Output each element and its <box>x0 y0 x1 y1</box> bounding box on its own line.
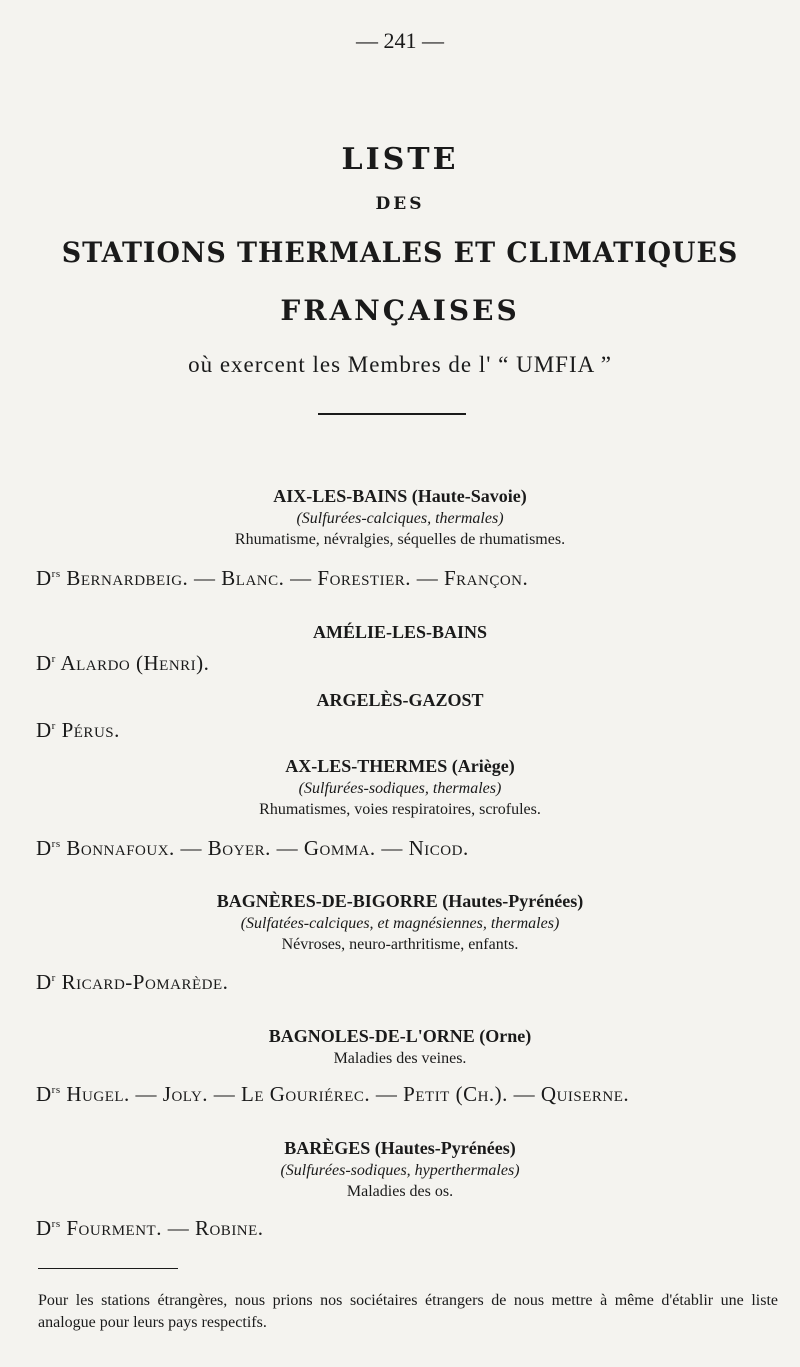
station-water-type: (Sulfurées-sodiques, hyperthermales) <box>280 1162 520 1179</box>
title-divider <box>318 413 466 415</box>
station-water-type: (Sulfurées-calciques, thermales) <box>296 510 504 527</box>
doctor-prefix: $D^{rs}$ <box>36 836 61 860</box>
doctor-names: Hugel. — Joly. — Le Gouriérec. — Petit (Ch.). — Quiserne. <box>66 1082 630 1106</box>
station-indications: Rhumatismes, voies respiratoires, scrofules. <box>259 801 541 818</box>
station-bareges <box>0 1136 800 1202</box>
doctor-names: Fourment. — Robine. <box>66 1216 264 1240</box>
doctor-prefix: $D^r$ <box>36 970 56 994</box>
station-indications: Maladies des veines. <box>333 1050 467 1067</box>
station-name: AIX-LES-BAINS <box>273 486 408 506</box>
station-heading <box>0 688 800 712</box>
doctor-list <box>36 1216 780 1241</box>
station-heading <box>0 1024 800 1048</box>
doctor-names: Pérus. <box>61 718 120 742</box>
subtitle: où exercent les Membres de l' “ UMFIA ” <box>188 352 612 377</box>
station-indications: Maladies des os. <box>346 1183 454 1200</box>
station-name: AMÉLIE-LES-BAINS <box>312 622 488 642</box>
doctor-names: Bonnafoux. — Boyer. — Gomma. — Nicod. <box>66 836 469 860</box>
doctor-list <box>36 718 780 743</box>
station-bagnoles-de-lorne <box>0 1024 800 1069</box>
station-heading <box>0 889 800 913</box>
station-heading <box>0 1136 800 1160</box>
doctor-list <box>36 836 780 861</box>
doctor-list <box>36 651 780 676</box>
doctor-names: Ricard-Pomarède. <box>61 970 229 994</box>
station-argeles-gazost <box>0 688 800 712</box>
doctor-prefix: $D^{rs}$ <box>36 1082 61 1106</box>
station-region: (Ariège) <box>451 756 515 776</box>
station-bagneres-de-bigorre <box>0 889 800 955</box>
station-water-type: (Sulfurées-sodiques, thermales) <box>298 780 502 797</box>
station-name: BAGNÈRES-DE-BIGORRE <box>216 891 438 911</box>
station-amelie-les-bains <box>0 620 800 644</box>
station-region: (Haute-Savoie) <box>411 486 527 506</box>
doctor-list <box>36 970 780 995</box>
footnote: Pour les stations étrangères, nous prions nos sociétaires étrangers de nous mettre à même d'établir une liste analogue pour leurs pays respectifs. <box>38 1292 778 1331</box>
doctor-prefix: $D^r$ <box>36 718 56 742</box>
station-name: BAGNOLES-DE-L'ORNE <box>268 1026 475 1046</box>
footnote-divider <box>38 1268 178 1269</box>
doctor-names: Bernardbeig. — Blanc. — Forestier. — Françon. <box>66 566 529 590</box>
station-heading <box>0 754 800 778</box>
station-region: (Hautes-Pyrénées) <box>442 891 584 911</box>
station-region: (Hautes-Pyrénées) <box>374 1138 516 1158</box>
station-heading <box>0 484 800 508</box>
station-region: (Orne) <box>479 1026 532 1046</box>
station-heading <box>0 620 800 644</box>
doctor-prefix: $D^r$ <box>36 651 56 675</box>
station-name: ARGELÈS-GAZOST <box>316 690 484 710</box>
station-name: BARÈGES <box>284 1138 371 1158</box>
station-ax-les-thermes <box>0 754 800 820</box>
doctor-names: Alardo (Henri). <box>60 651 210 675</box>
doctor-prefix: $D^{rs}$ <box>36 566 61 590</box>
station-name: AX-LES-THERMES <box>285 756 448 776</box>
doctor-prefix: $D^{rs}$ <box>36 1216 61 1240</box>
station-indications: Névroses, neuro-arthritisme, enfants. <box>281 936 519 953</box>
doctor-list <box>36 1082 780 1107</box>
doctor-list <box>36 566 780 591</box>
station-aix-les-bains <box>0 484 800 550</box>
station-water-type: (Sulfatées-calciques, et magnésiennes, thermales) <box>240 915 560 932</box>
page-title: STATIONS THERMALES ET CLIMATIQUES <box>61 236 739 269</box>
page-number: — 241 — <box>356 28 444 53</box>
title-des: DES <box>375 194 425 214</box>
title-liste: LISTE <box>341 142 459 177</box>
station-indications: Rhumatisme, névralgies, séquelles de rhumatismes. <box>234 531 566 548</box>
title-francaises: FRANÇAISES <box>280 294 520 327</box>
